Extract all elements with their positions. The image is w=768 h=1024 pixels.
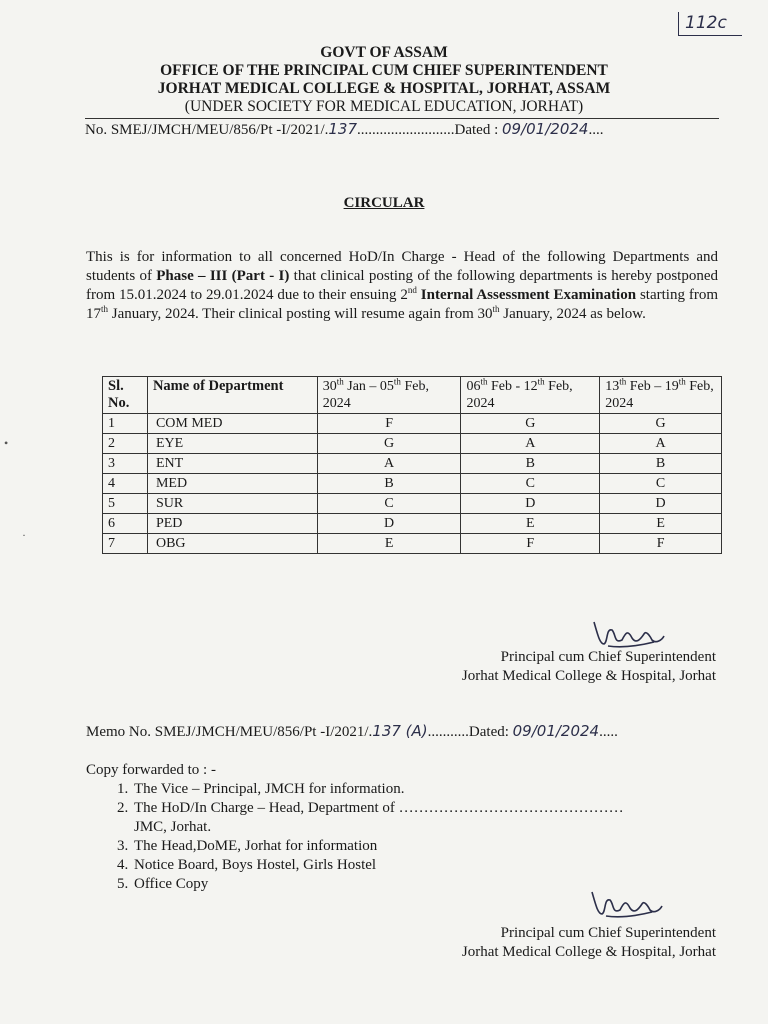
memo-number-hand: 137 (A)	[372, 722, 428, 740]
corner-file-note: 112c	[678, 12, 742, 36]
body-sup-nd: nd	[407, 285, 417, 295]
list-item: 5. Office Copy	[132, 875, 624, 894]
memo-date-hand: 09/01/2024	[512, 722, 600, 740]
body-phase: Phase – III (Part - I)	[156, 268, 290, 284]
body-text-4: January, 2024. Their clinical posting will resume again from 30	[108, 306, 493, 322]
table-row: 5 SUR C D D	[103, 494, 722, 514]
dated-label: Dated :	[454, 122, 499, 138]
memo-dots-end: .....	[599, 724, 618, 740]
table-row: 3 ENT A B B	[103, 454, 722, 474]
body-sup-th-2: th	[492, 304, 500, 314]
reference-dots: ..........................	[357, 122, 455, 138]
signature-2-org: Jorhat Medical College & Hospital, Jorhat	[461, 944, 716, 960]
body-text-3: starting from 17	[86, 287, 718, 322]
table-row: 1 COM MED F G G	[103, 414, 722, 434]
body-text-5: January, 2024 as below.	[499, 306, 646, 322]
memo-dots: ...........	[427, 724, 469, 740]
col-header-week2: 06th Feb - 12th Feb, 2024	[461, 377, 600, 414]
posting-schedule-table	[102, 376, 722, 554]
copy-forwarded	[86, 761, 624, 894]
list-item: 1. The Vice – Principal, JMCH for information.	[132, 780, 624, 799]
scan-mark: •	[4, 436, 9, 450]
body-text-1: This is for information to all concerned HoD/In Charge - Head of the following Departments and students of	[86, 249, 718, 284]
table-row: 4 MED B C C	[103, 474, 722, 494]
header-society: (UNDER SOCIETY FOR MEDICAL EDUCATION, JORHAT)	[184, 98, 584, 115]
signature-1-title: Principal cum Chief Superintendent	[500, 649, 716, 665]
memo-prefix: Memo No. SMEJ/JMCH/MEU/856/Pt -I/2021/.	[86, 724, 373, 740]
body-exam-name: Internal Assessment Examination	[420, 287, 637, 303]
signature-2-title: Principal cum Chief Superintendent	[500, 925, 716, 941]
body-sup-th-1: th	[101, 304, 109, 314]
signature-1-org: Jorhat Medical College & Hospital, Jorhat	[461, 668, 716, 684]
table-row: 6 PED D E E	[103, 514, 722, 534]
header-office: OFFICE OF THE PRINCIPAL CUM CHIEF SUPERINTENDENT	[160, 62, 608, 79]
body-text-2: that clinical posting of the following departments is hereby postponed from 15.01.2024 to 29.01.2024 due to their ensuing 2	[86, 268, 718, 303]
list-item: 2. The HoD/In Charge – Head, Department of ……………………………………… JMC, Jorhat.	[132, 799, 624, 837]
reference-number-prefix: No. SMEJ/JMCH/MEU/856/Pt -I/2021/.	[85, 122, 329, 138]
memo-line	[86, 722, 718, 741]
circular-body	[86, 248, 718, 324]
signature-2	[586, 886, 666, 924]
copy-label: Copy forwarded to : -	[86, 762, 216, 778]
table-header-row	[103, 377, 722, 414]
scan-mark: ·	[22, 528, 26, 542]
col-header-week3: 13th Feb – 19th Feb, 2024	[600, 377, 722, 414]
table-row: 2 EYE G A A	[103, 434, 722, 454]
memo-dated-label: Dated:	[468, 724, 509, 740]
copy-list	[86, 780, 624, 894]
header-divider	[85, 118, 719, 119]
col-header-department: Name of Department	[147, 377, 317, 414]
reference-dots-end: ....	[588, 122, 604, 138]
col-header-week1: 30th Jan – 05th Feb, 2024	[317, 377, 461, 414]
reference-number-hand: 137	[328, 120, 358, 138]
header-college: JORHAT MEDICAL COLLEGE & HOSPITAL, JORHAT, ASSAM	[157, 80, 611, 97]
reference-line	[85, 120, 719, 139]
header-govt: GOVT OF ASSAM	[320, 44, 448, 61]
col-header-sl: Sl. No.	[103, 377, 148, 414]
reference-date-hand: 09/01/2024	[502, 120, 589, 138]
list-item: 4. Notice Board, Boys Hostel, Girls Hostel	[132, 856, 624, 875]
list-item-continuation: JMC, Jorhat.	[134, 819, 212, 835]
table-row: 7 OBG E F F	[103, 534, 722, 554]
list-item: 3. The Head,DoME, Jorhat for information	[132, 837, 624, 856]
circular-title: CIRCULAR	[343, 195, 425, 211]
